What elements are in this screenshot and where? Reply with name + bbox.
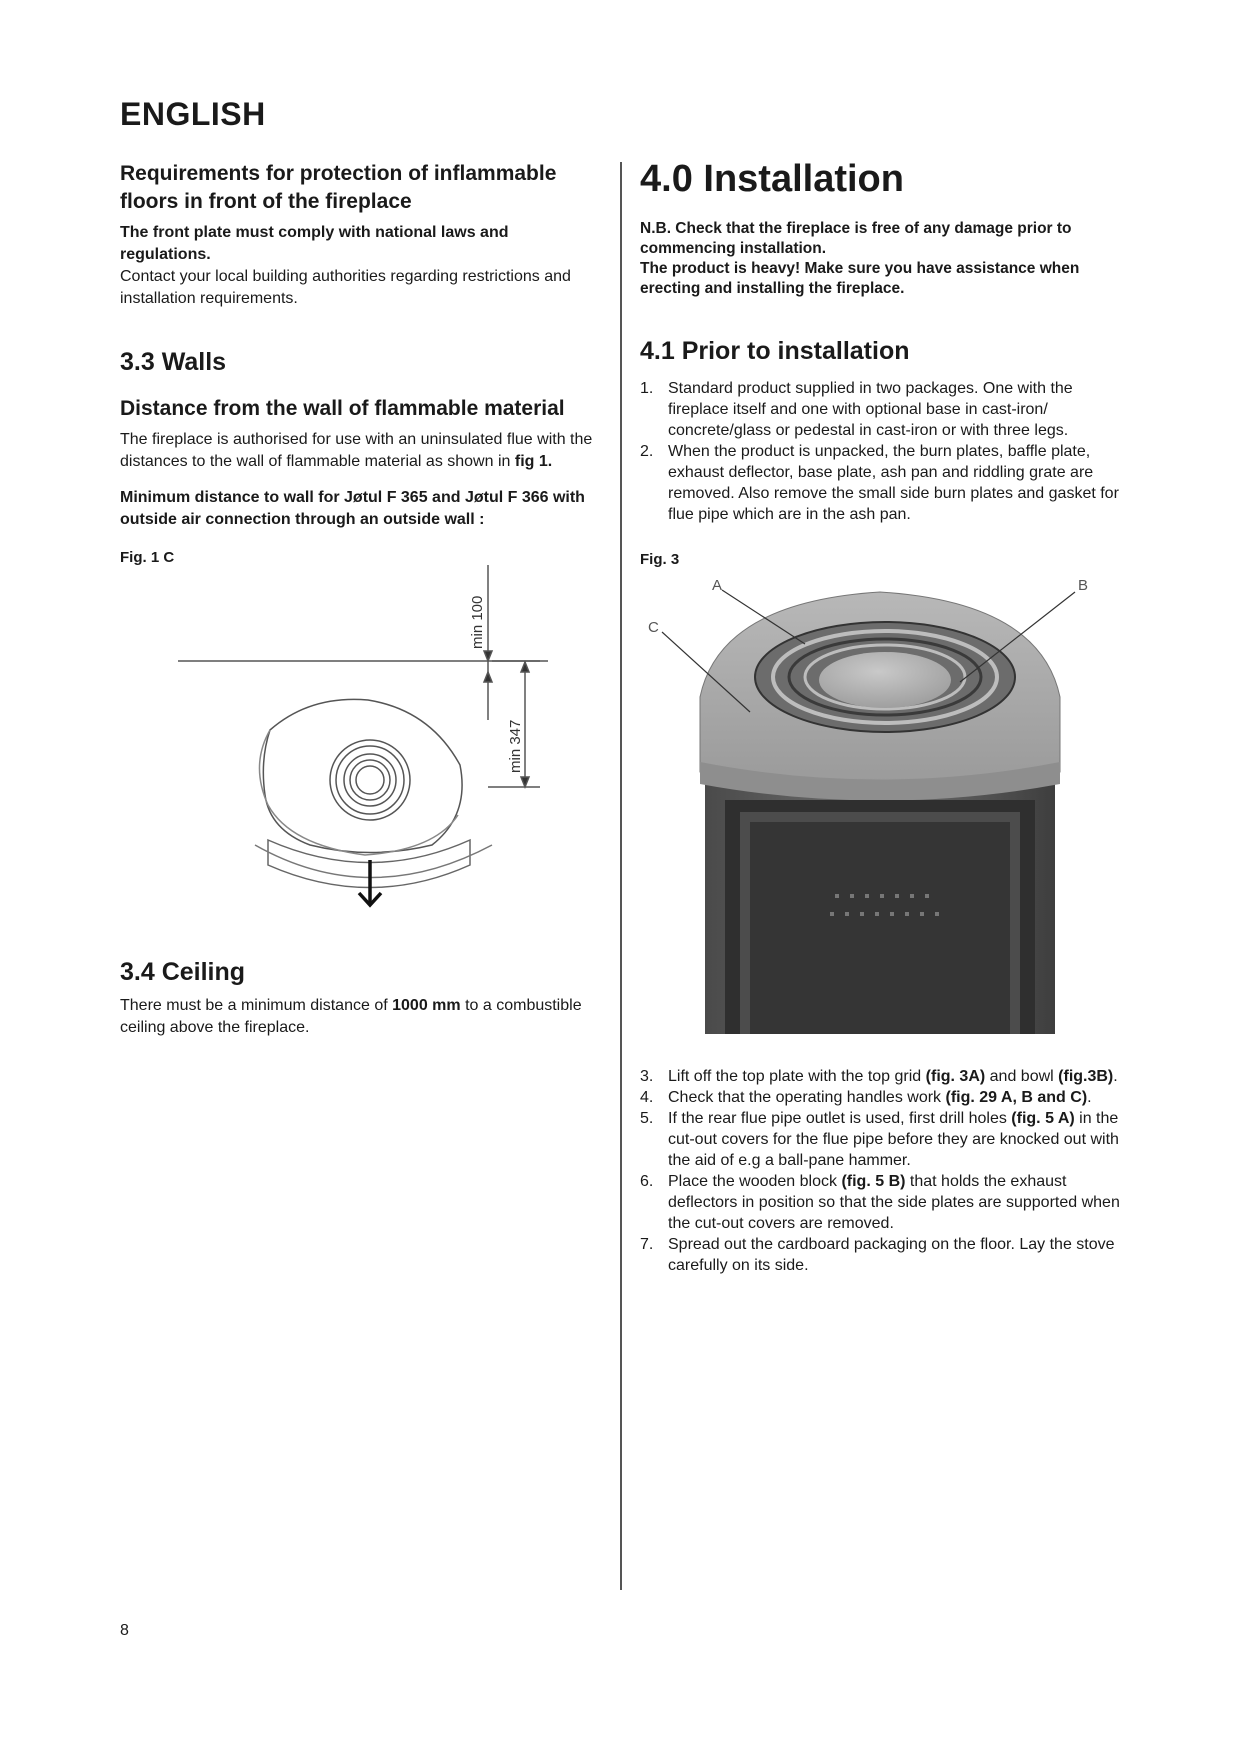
installation-title: 4.0 Installation bbox=[640, 158, 904, 200]
walls-subtitle: Distance from the wall of flammable material bbox=[120, 397, 565, 420]
nb-damage-check: N.B. Check that the fireplace is free of any damage prior to commencing installation. bbox=[640, 220, 1072, 257]
fig3-label: Fig. 3 bbox=[640, 551, 680, 568]
ceiling-text-b: to a combustible ceiling above the fireplace. bbox=[120, 997, 582, 1036]
column-divider bbox=[620, 162, 622, 1590]
language-header: ENGLISH bbox=[120, 96, 266, 132]
step-text: Place the wooden block bbox=[668, 1173, 837, 1190]
walls-text-body: The fireplace is authorised for use with an uninsulated flue with the distances to the wall of flammable material as shown in bbox=[120, 431, 593, 470]
left-column bbox=[120, 160, 602, 566]
authorities-note: Contact your local building authorities regarding restrictions and installation requirements. bbox=[120, 268, 571, 307]
walls-fig-ref: fig 1. bbox=[514, 453, 553, 470]
front-plate-note: The front plate must comply with national laws and regulations. bbox=[120, 224, 509, 263]
step-number: 7. bbox=[640, 1236, 654, 1253]
step-text: Check that the operating handles work bbox=[668, 1089, 942, 1106]
fig1-clearance-diagram bbox=[170, 565, 560, 930]
step-number: 5. bbox=[640, 1110, 654, 1127]
step-number: 2. bbox=[640, 443, 654, 460]
step-text: Standard product supplied in two packages. One with the fireplace itself and one with optional base in cast-iron/ concrete/glass or pedestal in cast-iron or with three legs. bbox=[668, 380, 1073, 439]
step-text: When the product is unpacked, the burn plates, baffle plate, exhaust deflector, base plate, ash pan and riddling grate are removed. Also remove the small side burn plates and gasket for flue pipe which are in the ash pan. bbox=[668, 443, 1119, 523]
list-item bbox=[640, 1234, 1120, 1276]
step-text: If the rear flue pipe outlet is used, first drill holes bbox=[668, 1110, 1007, 1127]
fig1-min347-label: min 347 bbox=[507, 719, 524, 773]
fig3-label-a: A bbox=[712, 577, 723, 594]
steps-list-a bbox=[640, 378, 1122, 525]
prior-installation-title: 4.1 Prior to installation bbox=[640, 337, 910, 365]
ceiling-section bbox=[120, 958, 602, 1039]
fig-ref: (fig. 5 A) bbox=[1011, 1110, 1075, 1127]
list-item bbox=[640, 1108, 1120, 1171]
ceiling-text-a: There must be a minimum distance of bbox=[120, 997, 388, 1014]
list-item bbox=[640, 1087, 1120, 1108]
ceiling-distance: 1000 mm bbox=[392, 997, 461, 1014]
step-text: . bbox=[1113, 1068, 1118, 1085]
fig3-stove-illustration bbox=[640, 572, 1120, 1034]
list-item bbox=[640, 441, 1122, 525]
min-distance-note: Minimum distance to wall for Jøtul F 365 and Jøtul F 366 with outside air connection through an outside wall : bbox=[120, 489, 585, 528]
floor-requirements-title: Requirements for protection of inflammable floors in front of the fireplace bbox=[120, 162, 557, 213]
list-item bbox=[640, 378, 1122, 441]
step-text: that holds the exhaust deflectors in position so that the side plates are supported when the cut-out covers are removed. bbox=[668, 1173, 1120, 1232]
nb-heavy-warning: The product is heavy! Make sure you have assistance when erecting and installing the fireplace. bbox=[640, 260, 1080, 297]
fig1-label: Fig. 1 C bbox=[120, 549, 175, 566]
fig3-label-c: C bbox=[648, 619, 659, 636]
step-text: Spread out the cardboard packaging on the floor. Lay the stove carefully on its side. bbox=[668, 1236, 1115, 1274]
list-item bbox=[640, 1171, 1120, 1234]
fig3-label-b: B bbox=[1078, 577, 1089, 594]
walls-text bbox=[120, 429, 602, 473]
steps-list-b bbox=[640, 1066, 1120, 1276]
fig-ref: (fig.3B) bbox=[1058, 1068, 1114, 1085]
fig-ref: (fig. 29 A, B and C) bbox=[945, 1089, 1088, 1106]
list-item bbox=[640, 1066, 1120, 1087]
step-number: 6. bbox=[640, 1173, 654, 1190]
fig1-min100-label: min 100 bbox=[469, 595, 486, 649]
bowl bbox=[819, 652, 951, 708]
step-text: Lift off the top plate with the top grid bbox=[668, 1068, 922, 1085]
ceiling-text bbox=[120, 995, 602, 1039]
step-number: 3. bbox=[640, 1068, 654, 1085]
fig-ref: (fig. 5 B) bbox=[841, 1173, 906, 1190]
walls-title: 3.3 Walls bbox=[120, 348, 227, 376]
step-text: . bbox=[1087, 1089, 1092, 1106]
fig-ref: (fig. 3A) bbox=[925, 1068, 986, 1085]
step-text: in the cut-out covers for the flue pipe before they are knocked out with the aid of e.g a ball-pane hammer. bbox=[668, 1110, 1119, 1169]
page-number: 8 bbox=[120, 1622, 129, 1639]
right-column bbox=[640, 158, 1122, 568]
step-number: 1. bbox=[640, 380, 654, 397]
step-text: and bowl bbox=[989, 1068, 1054, 1085]
ceiling-title: 3.4 Ceiling bbox=[120, 958, 246, 986]
step-number: 4. bbox=[640, 1089, 654, 1106]
